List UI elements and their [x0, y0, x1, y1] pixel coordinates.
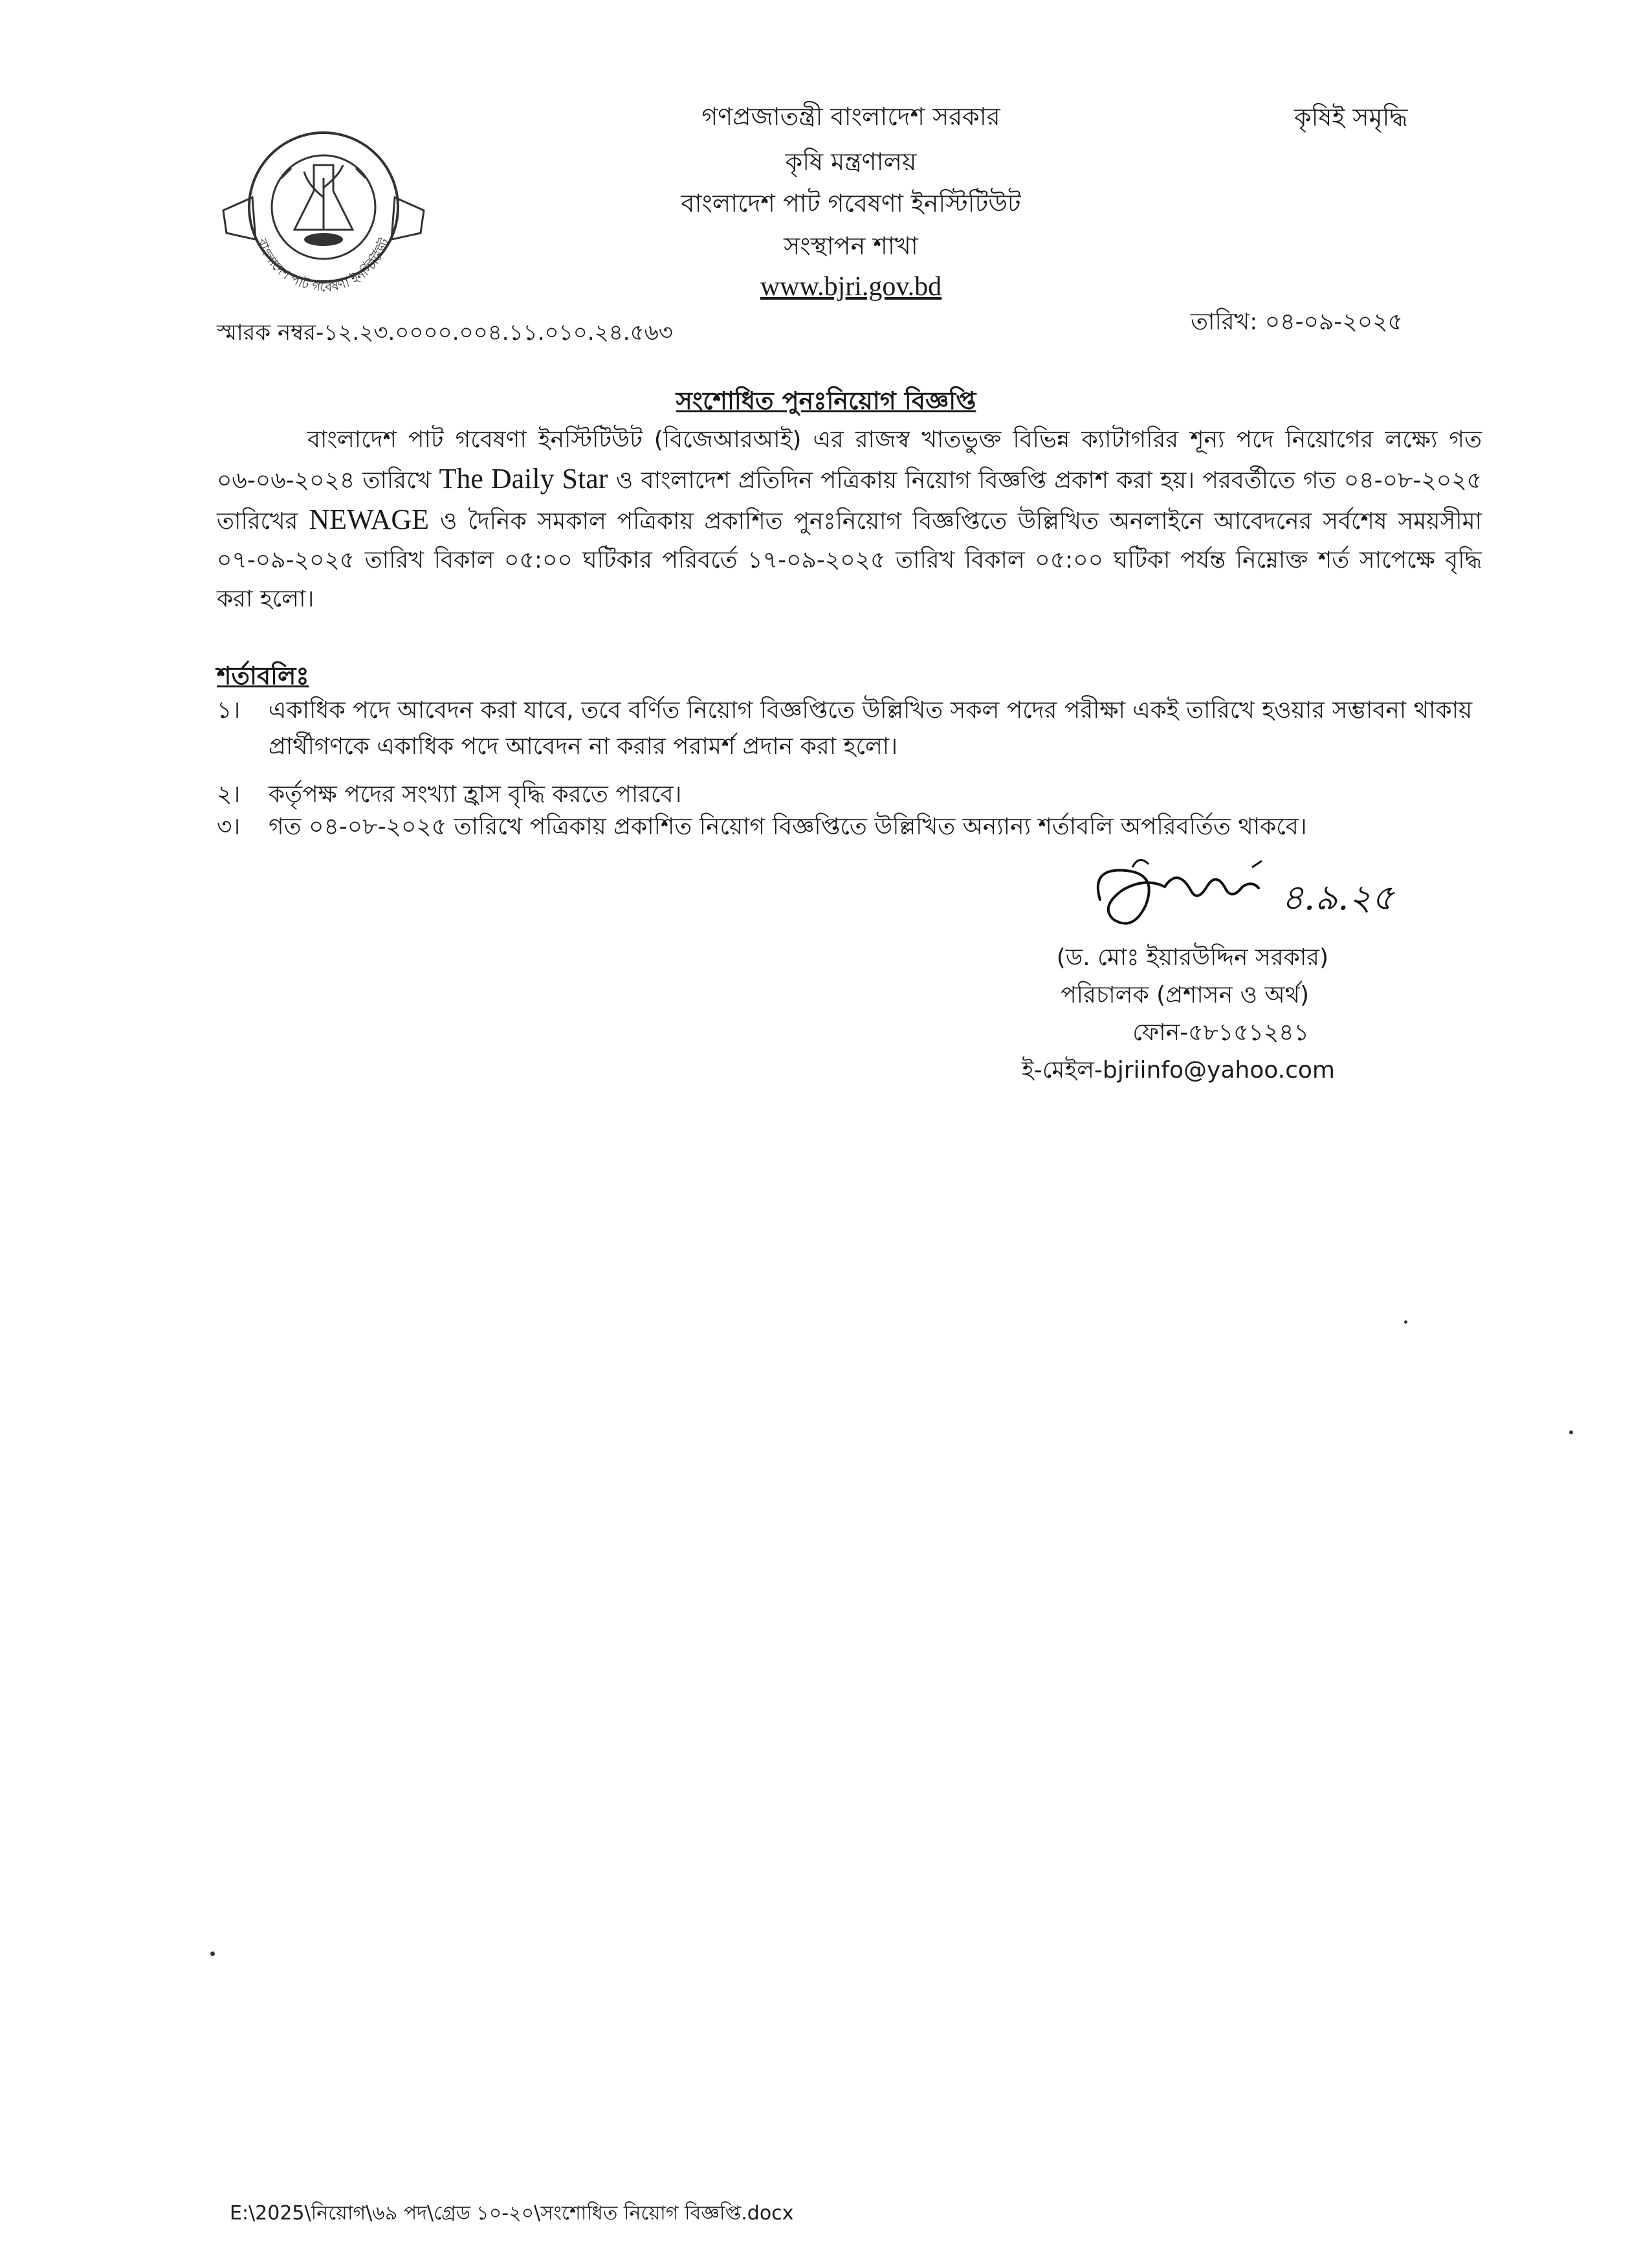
conditions-heading: শর্তাবলিঃ: [217, 662, 309, 690]
ministry-name: কৃষি মন্ত্রণালয়: [785, 148, 917, 176]
condition-number: ৩।: [217, 814, 241, 840]
condition-item: [217, 693, 1482, 765]
signatory-designation: পরিচালক (প্রশাসন ও অর্থ): [1061, 982, 1309, 1008]
section-name: সংস্থাপন শাখা: [784, 232, 918, 260]
condition-item: [217, 777, 1482, 813]
motto: কৃষিই সমৃদ্ধি: [1294, 103, 1408, 131]
scan-speck: [1569, 1430, 1573, 1434]
institute-name: বাংলাদেশ পাট গবেষণা ইনস্টিটিউট: [681, 189, 1021, 217]
condition-item: [217, 809, 1482, 845]
notice-date: তারিখ: ০৪-০৯-২০২৫: [1191, 309, 1403, 335]
body-part-1: বাংলাদেশ পাট গবেষণা ইনস্টিটিউট (বিজেআরআই) এর রাজস্ব খাতভুক্ত বিভিন্ন ক্যাটাগরির শূন্য পদে নিয়োগের লক্ষ্যে গত ০৬-০৬-২০২৪ তারিখে: [217, 427, 1482, 494]
svg-text:৪.৯.২৫: ৪.৯.২৫: [1281, 877, 1394, 918]
notice-title: সংশোধিত পুনঃনিয়োগ বিজ্ঞপ্তি: [676, 386, 976, 415]
condition-text: গত ০৪-০৮-২০২৫ তারিখে পত্রিকায় প্রকাশিত নিয়োগ বিজ্ঞপ্তিতে উল্লিখিত অন্যান্য শর্তাবলি অপরিবর্তিত থাকবে।: [269, 814, 1307, 840]
signatory-name: (ড. মোঃ ইয়ারউদ্দিন সরকার): [1056, 944, 1328, 971]
signature-scribble-icon: [1087, 841, 1449, 945]
government-name: গণপ্রজাতন্ত্রী বাংলাদেশ সরকার: [701, 102, 1000, 131]
memo-number: স্মারক নম্বর-১২.২৩.০০০০.০০৪.১১.০১০.২৪.৫৬৩: [217, 320, 673, 346]
svg-text:বাংলাদেশ পাট গবেষণা ইনস্টিটিউট: বাংলাদেশ পাট গবেষণা ইনস্টিটিউট: [254, 236, 393, 295]
condition-text: একাধিক পদে আবেদন করা যাবে, তবে বর্ণিত নিয়োগ বিজ্ঞপ্তিতে উল্লিখিত সকল পদের পরীক্ষা একই তারিখে হওয়ার সম্ভাবনা থাকায় প্রার্থীগণকে একাধিক পদে আবেদন না করার পরামর্শ প্রদান করা হলো।: [269, 697, 1473, 760]
notice-body: [217, 421, 1482, 619]
logo-emblem-icon: [217, 126, 430, 295]
scan-speck: [210, 1951, 215, 1956]
body-part-2: ও বাংলাদেশ প্রতিদিন পত্রিকায় নিয়োগ বিজ্ঞপ্তি প্রকাশ করা হয়। পরবর্তীতে গত ০৪-০৮-২০২৫ তারিখের: [217, 467, 1482, 535]
footer-file-path: E:\2025\নিয়োগ\৬৯ পদ\গ্রেড ১০-২০\সংশোধিত নিয়োগ বিজ্ঞপ্তি.docx: [230, 2202, 794, 2225]
condition-number: ২।: [217, 781, 241, 808]
signatory-phone: ফোন-৫৮১৫১২৪১: [1132, 1019, 1309, 1046]
condition-number: ১।: [217, 697, 241, 724]
body-part-3: ও দৈনিক সমকাল পত্রিকায় প্রকাশিত পুনঃনিয়োগ বিজ্ঞপ্তিতে উল্লিখিত অনলাইনে আবেদনের সর্বশেষ সময়সীমা ০৭-০৯-২০২৫ তারিখ বিকাল ০৫:০০ ঘটিকার পরিবর্তে ১৭-০৯-২০২৫ তারিখ বিকাল ০৫:০০ ঘটিকা পর্যন্ত নিম্নোক্ত শর্ত সাপেক্ষে বৃদ্ধি করা হলো।: [217, 508, 1482, 612]
newspaper-newage: NEWAGE: [309, 504, 430, 535]
website-link[interactable]: www.bjri.gov.bd: [760, 272, 942, 302]
condition-text: কর্তৃপক্ষ পদের সংখ্যা হ্রাস বৃদ্ধি করতে পারবে।: [269, 781, 682, 808]
institute-logo: [217, 126, 430, 295]
signatory-email[interactable]: ই-মেইল-bjriinfo@yahoo.com: [1022, 1057, 1335, 1084]
scan-speck: [1404, 1320, 1407, 1324]
newspaper-daily-star: The Daily Star: [439, 463, 608, 495]
handwritten-signature: [1087, 841, 1449, 945]
